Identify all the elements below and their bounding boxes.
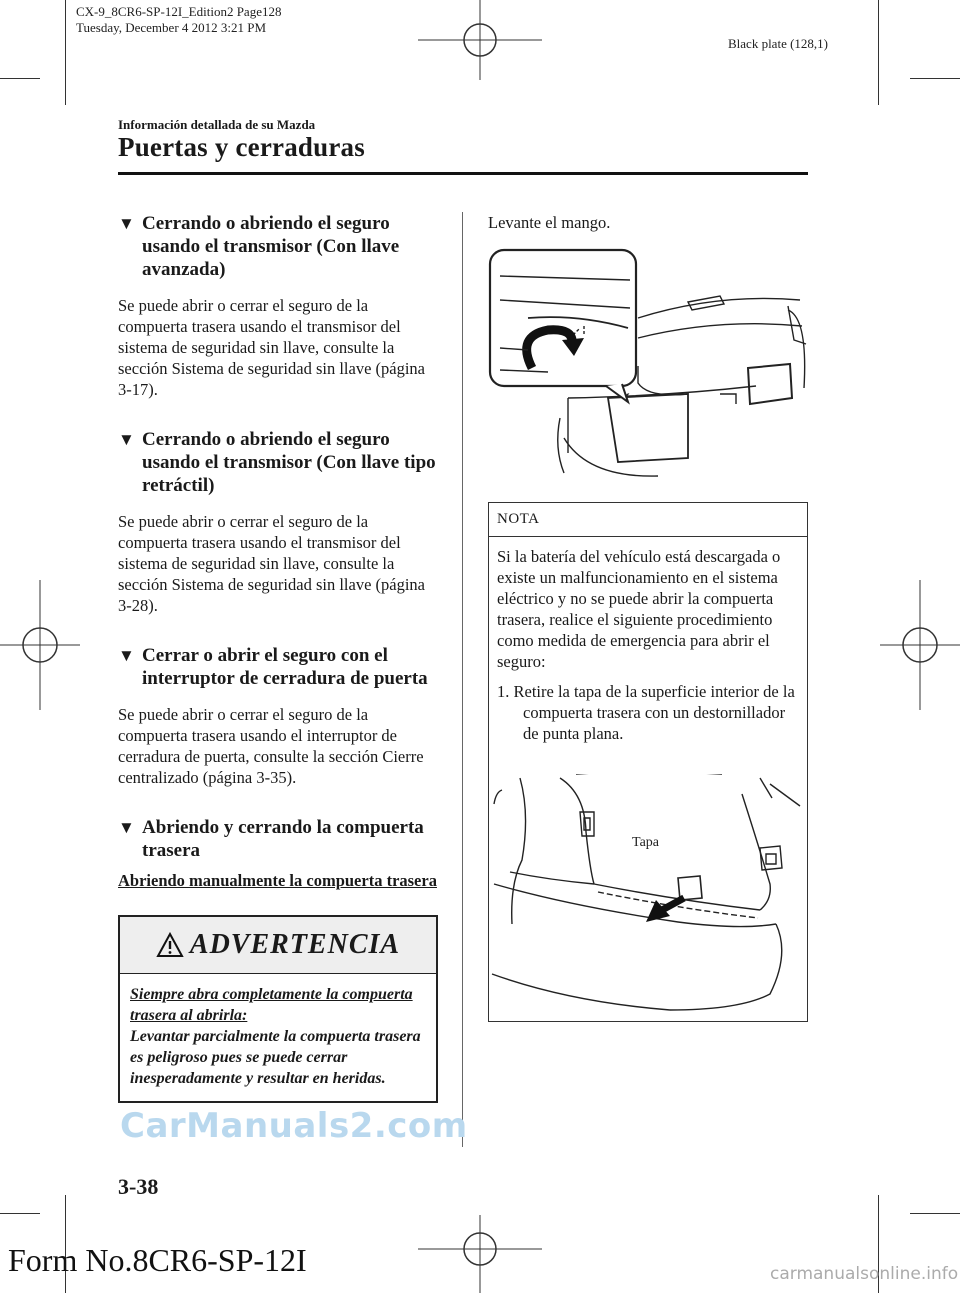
underlined-subheading: Abriendo manualmente la compuerta trasera	[118, 871, 437, 890]
note-body	[489, 537, 807, 744]
registration-mark-right	[880, 580, 960, 710]
column-divider	[462, 212, 463, 1147]
liftgate-handle-illustration	[488, 248, 808, 483]
print-info-line1: CX-9_8CR6-SP-12I_Edition2 Page128	[76, 4, 282, 19]
black-plate-label: Black plate (128,1)	[728, 36, 828, 51]
registration-mark-bottom	[418, 1215, 542, 1293]
section-label: Información detallada de su Mazda	[118, 117, 316, 132]
paragraph: Levante el mango.	[488, 213, 611, 232]
crop-mark	[0, 78, 40, 79]
print-info	[76, 4, 281, 36]
form-number: Form No.8CR6-SP-12I	[8, 1242, 307, 1278]
registration-mark-top	[418, 0, 542, 80]
crop-mark	[65, 0, 66, 105]
subheading: ▼ Cerrando o abriendo el seguro usando el transmisor (Con llave tipo retráctil)	[118, 429, 436, 496]
page-title: Puertas y cerraduras	[118, 132, 365, 162]
warning-underlined-text: Siempre abra completamente la compuerta trasera al abrirla:	[130, 986, 413, 1024]
figure-label-tapa: Tapa	[632, 835, 660, 850]
warning-box	[118, 915, 438, 1103]
warning-triangle-icon	[156, 932, 184, 958]
note-heading: NOTA	[489, 503, 807, 537]
registration-mark-left	[0, 580, 80, 710]
subheading: ▼ Cerrando o abriendo el seguro usando el transmisor (Con llave avanzada)	[118, 213, 400, 280]
crop-mark	[878, 0, 879, 105]
crop-mark	[910, 1213, 960, 1214]
triangle-marker-icon: ▼	[118, 430, 135, 449]
subheading: ▼ Abriendo y cerrando la compuerta trasera	[118, 817, 424, 861]
triangle-marker-icon: ▼	[118, 214, 135, 233]
title-rule	[118, 172, 808, 175]
crop-mark	[0, 1213, 40, 1214]
warning-body	[120, 974, 436, 1101]
watermark-logo: CarManuals2.com	[120, 1106, 468, 1146]
page-number: 3-38	[118, 1174, 159, 1199]
print-info-line2: Tuesday, December 4 2012 3:21 PM	[76, 20, 267, 35]
left-column	[118, 212, 440, 1103]
warning-text: Levantar parcialmente la compuerta trasera es peligroso pues se puede cerrar inesperadamente y resultar en heridas.	[130, 1028, 421, 1087]
subheading: ▼ Cerrar o abrir el seguro con el interruptor de cerradura de puerta	[118, 645, 428, 689]
paragraph: Se puede abrir o cerrar el seguro de la compuerta trasera usando el interruptor de cerradura de puerta, consulte la sección Cierre centralizado (página 3-35).	[118, 705, 424, 787]
liftgate-cover-illustration	[490, 774, 806, 1012]
crop-mark	[910, 78, 960, 79]
note-step: 1. Retire la tapa de la superficie interior de la compuerta trasera con un destornillador de punta plana.	[497, 682, 795, 743]
note-text: Si la batería del vehículo está descargada o existe un malfuncionamiento en el sistema eléctrico y no se puede abrir la compuerta trasera, realice el siguiente procedimiento como medida de emergencia para abrir el seguro:	[497, 547, 781, 671]
right-column	[488, 212, 808, 233]
warning-title: ADVERTENCIA	[189, 929, 401, 960]
triangle-marker-icon: ▼	[118, 818, 135, 837]
paragraph: Se puede abrir o cerrar el seguro de la compuerta trasera usando el transmisor del sistema de seguridad sin llave, consulte la sección Sistema de seguridad sin llave (página 3-28).	[118, 512, 425, 615]
triangle-marker-icon: ▼	[118, 646, 135, 665]
paragraph: Se puede abrir o cerrar el seguro de la compuerta trasera usando el transmisor del sistema de seguridad sin llave, consulte la sección Sistema de seguridad sin llave (página 3-17).	[118, 296, 425, 399]
footer-site-text: carmanualsonline.info	[770, 1264, 959, 1284]
warning-header	[120, 917, 436, 974]
